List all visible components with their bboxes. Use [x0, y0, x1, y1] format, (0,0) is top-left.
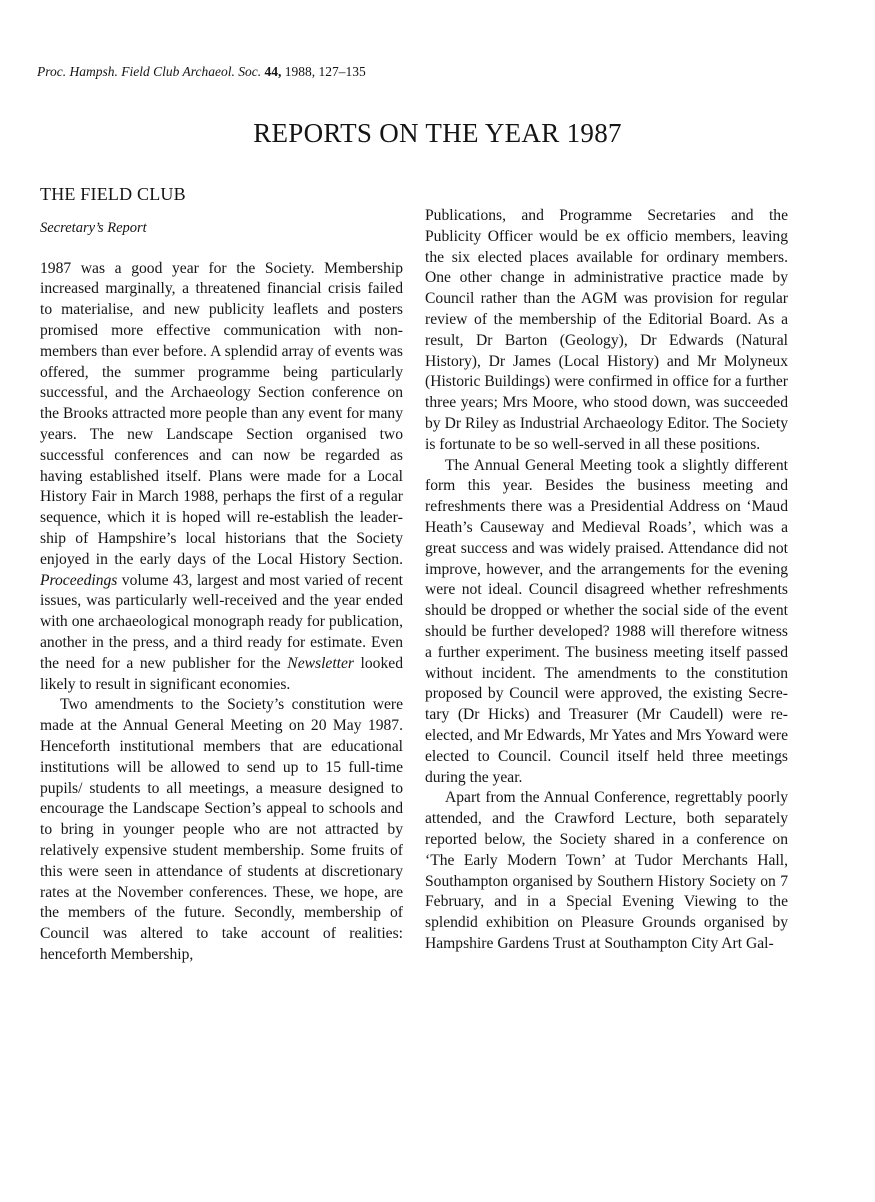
proceedings-italic: Proceedings: [40, 571, 118, 589]
newsletter-italic: Newsletter: [287, 654, 354, 672]
section-title: THE FIELD CLUB: [40, 184, 186, 204]
right-column: [425, 206, 788, 955]
paragraph-5: Apart from the Annual Conference, regrettably poorly attended, and the Crawford Lecture, both separately reported below, the Society shared in a conference on ‘The Early Modern Town’ at Tudor Merchants Hall, Southampton organised by Southern History Society on 7 February, and in a Special Evening Viewing to the splendid exhibition on Pleasure Grounds organised by Hampshire Gardens Trust at Southampton City Art Gal-: [425, 789, 788, 952]
year-and-pages: 1988, 127–135: [284, 64, 366, 79]
section-subtitle: Secretary’s Report: [40, 219, 147, 236]
page-title: REPORTS ON THE YEAR 1987: [253, 118, 622, 148]
paragraph-3: Publications, and Programme Secretaries and the Publicity Officer would be ex officio members, leaving the six elected places available for ordinary members. One other change in administrative practice made by Council rather than the AGM was provision for regular review of the membership of the Editorial Board. As a result, Dr Barton (Geology), Dr Edwards (Natural History), Dr James (Local History) and Mr Molyneux (Historic Buildings) were confirmed in office for a further three years; Mrs Moore, who stood down, was succeeded by Dr Riley as Industrial Archaeology Editor. The Society is fortunate to be so well-served in all these positions.: [425, 207, 788, 453]
volume-number: 44,: [264, 64, 282, 79]
left-column: [40, 184, 403, 966]
paragraph-1-part-b: volume 43, largest and most varied of recent issues, was particularly well-received and the year ended with one archaeological monograph ready for publication, another in the press, and a third ready for estimate. Even the need for a new publisher for the: [40, 571, 403, 672]
journal-name: Proc. Hampsh. Field Club Archaeol. Soc.: [37, 64, 262, 79]
paragraph-2: Two amendments to the Society’s constitution were made at the Annual General Meeting on 20 May 1987. Henceforth institutional members that are educational institutions will be allowed to send up to 15 full-time pupils/ students to all meetings, a measure designed to encourage the Landscape Section’s appeal to schools and to bring in younger people who are not attracted by relatively expensive student membership. Some fruits of this were seen in attendance of students at discretionary rates at the November conferences. These, we hope, are the members of the future. Secondly, membership of Council was altered to take account of realities: henceforth Membership,: [40, 696, 403, 963]
paragraph-1: [40, 259, 403, 696]
running-head: [37, 64, 366, 80]
paragraph-1-part-a: 1987 was a good year for the Society. Membership increased marginally, a threatened financial crisis failed to materialise, and new publicity leaflets and posters promised more effective communication with non-members than ever before. A splendid array of events was offered, the summer programme being particularly successful, and the Archaeology Section conference on the Brooks attracted more people than any event for many years. The new Landscape Section organised two successful conferences and can now be regarded as having established itself. Plans were made for a Local History Fair in March 1988, perhaps the first of a regular sequence, which it is hoped will re-establish the leadership of Hampshire’s local historians that the Society enjoyed in the early days of the Local History Section.: [40, 259, 403, 568]
paragraph-1-part-c: looked likely to result in significant economies.: [40, 654, 403, 693]
paragraph-4: The Annual General Meeting took a slightly different form this year. Besides the business meeting and refreshments there was a Presidential Address on ‘Maud Heath’s Causeway and Medieval Roads’, which was a great success and was widely praised. Attendance did not improve, however, and the arrangements for the evening were not ideal. Council disagreed whether refreshments should be dropped or whether the social side of the event should be further developed? 1988 will therefore witness a further experiment. The business meeting itself passed without incident. The amendments to the constitution proposed by Council were approved, the existing Secretary (Dr Hicks) and Treasurer (Mr Caudell) were re-elected, and Mr Edwards, Mr Yates and Mrs Yoward were elected to Council. Council itself held three meetings during the year.: [425, 456, 788, 786]
